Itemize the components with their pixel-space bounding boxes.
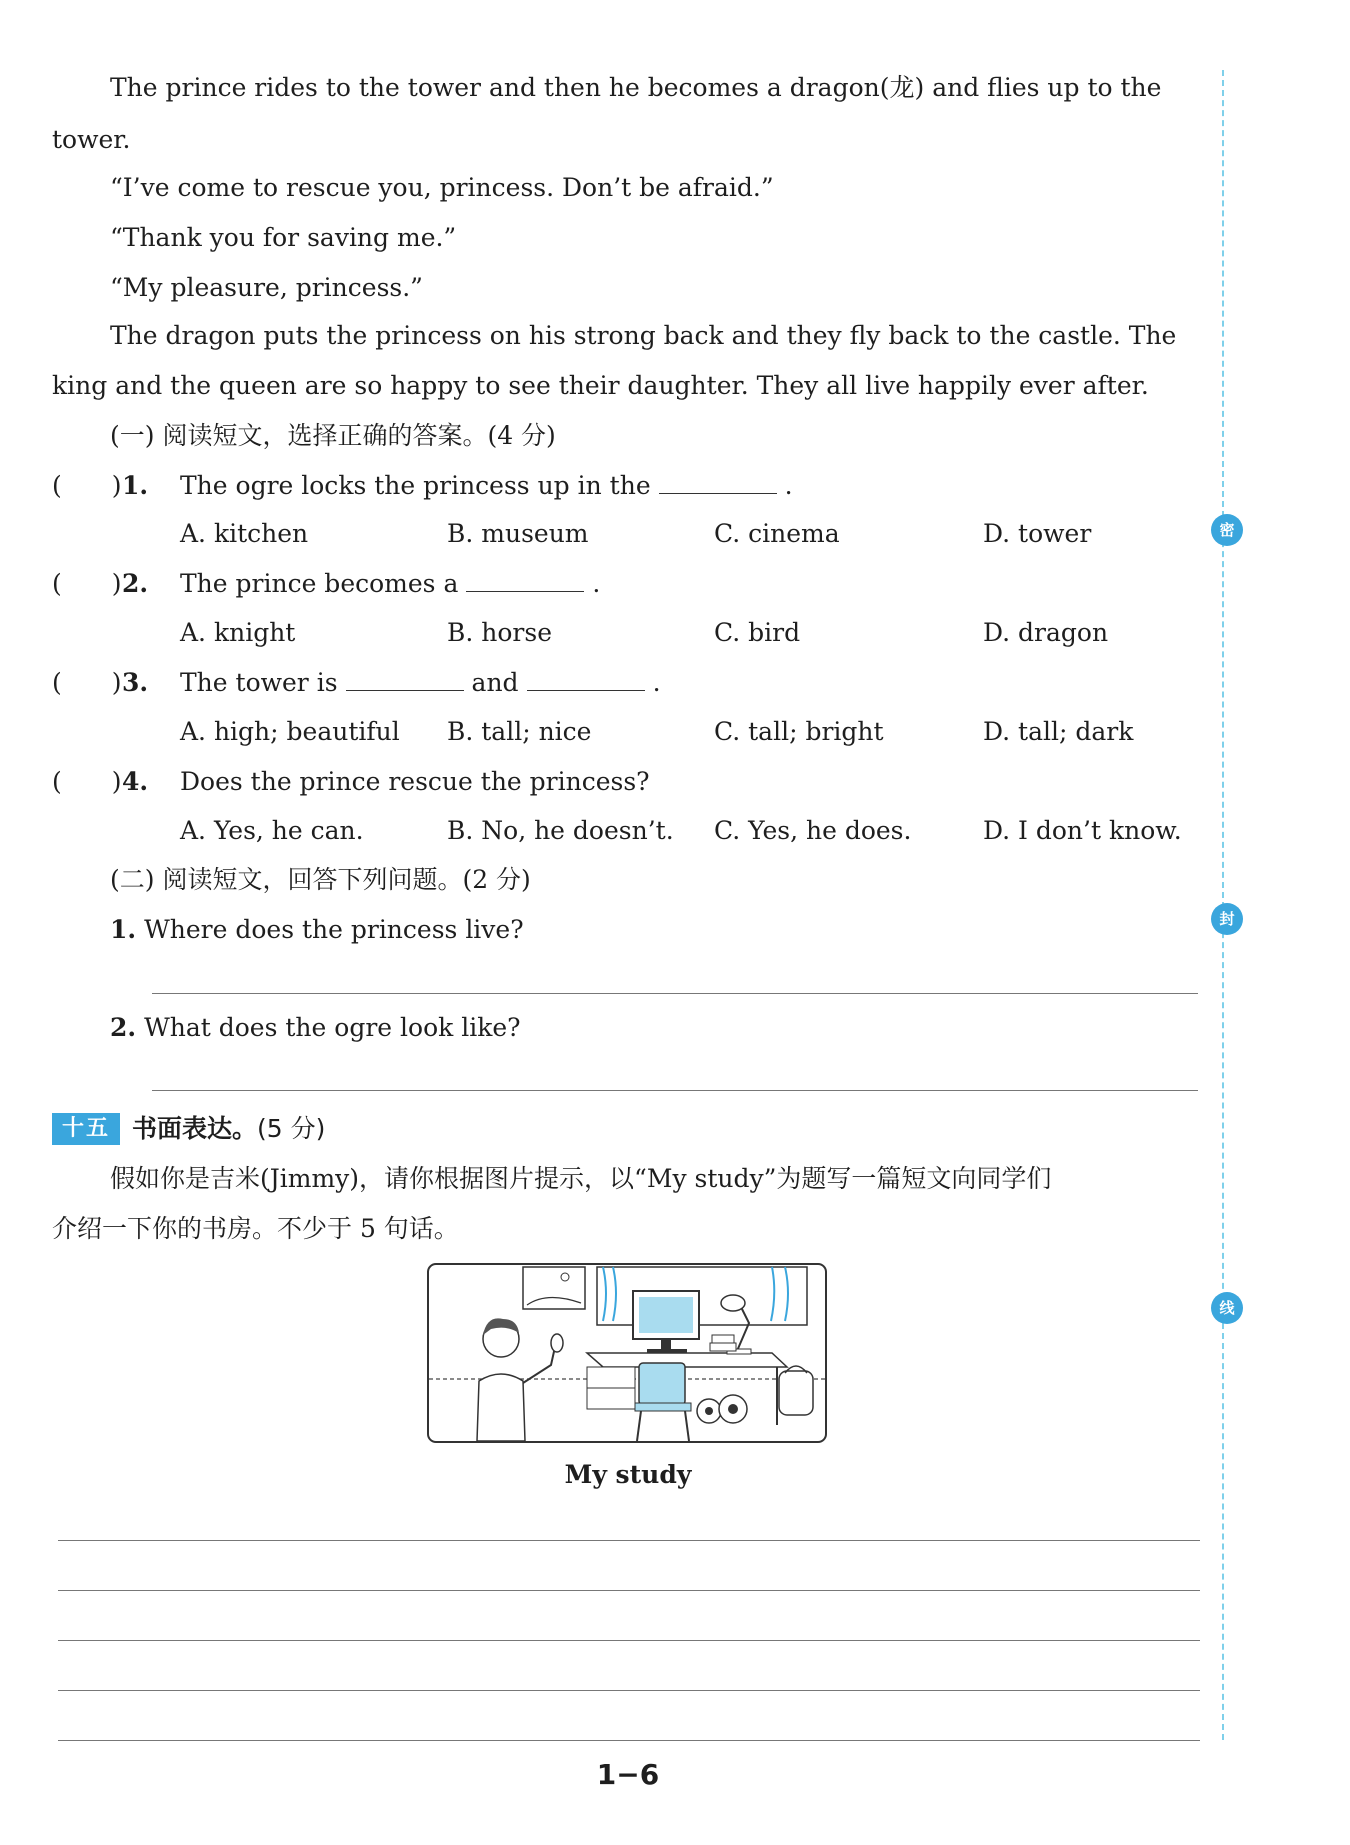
section-title: 书面表达。(5 分) bbox=[132, 1114, 326, 1143]
instruction-line: 假如你是吉米(Jimmy)，请你根据图片提示，以“My study”为题写一篇短文向同学们 bbox=[110, 1164, 1052, 1193]
option-d: D. I don’t know. bbox=[983, 816, 1182, 845]
option-d: D. tower bbox=[983, 519, 1092, 548]
question-number: 2. bbox=[110, 1013, 137, 1042]
part2-heading: (二) 阅读短文，回答下列问题。(2 分) bbox=[110, 865, 531, 894]
part2-question bbox=[110, 1012, 521, 1044]
side-mark: 封 bbox=[1211, 903, 1243, 935]
option-b: B. horse bbox=[447, 618, 552, 647]
part2-question bbox=[110, 914, 524, 946]
passage-quote: “Thank you for saving me.” bbox=[110, 223, 457, 252]
writing-line[interactable] bbox=[58, 1540, 1200, 1541]
answer-blank[interactable] bbox=[659, 471, 777, 494]
option-b: B. tall; nice bbox=[447, 717, 592, 746]
writing-line[interactable] bbox=[58, 1590, 1200, 1591]
option-a: A. Yes, he can. bbox=[180, 816, 364, 845]
passage-line: tower. bbox=[52, 125, 131, 154]
option-c: C. bird bbox=[714, 618, 801, 647]
instruction-line: 介绍一下你的书房。不少于 5 句话。 bbox=[52, 1214, 459, 1243]
answer-paren[interactable]: ( ) bbox=[52, 569, 122, 598]
option-a: A. kitchen bbox=[180, 519, 309, 548]
option-b: B. No, he doesn’t. bbox=[447, 816, 674, 845]
writing-line[interactable] bbox=[58, 1690, 1200, 1691]
option-d: D. dragon bbox=[983, 618, 1109, 647]
writing-line[interactable] bbox=[58, 1640, 1200, 1641]
option-a: A. knight bbox=[180, 618, 296, 647]
option-d: D. tall; dark bbox=[983, 717, 1134, 746]
answer-blank[interactable] bbox=[527, 668, 645, 691]
option-c: C. tall; bright bbox=[714, 717, 884, 746]
question-text: The ogre locks the princess up in the . bbox=[180, 471, 793, 500]
question-number: 1. bbox=[110, 915, 137, 944]
question-text: What does the ogre look like? bbox=[144, 1013, 521, 1042]
section-number-badge: 十五 bbox=[52, 1113, 120, 1145]
illustration-caption: My study bbox=[564, 1460, 692, 1489]
study-room-illustration bbox=[427, 1263, 827, 1443]
answer-paren[interactable]: ( ) bbox=[52, 471, 122, 500]
question-number: 4. bbox=[122, 767, 149, 796]
passage-quote: “I’ve come to rescue you, princess. Don’t be afraid.” bbox=[110, 173, 774, 202]
option-c: C. Yes, he does. bbox=[714, 816, 912, 845]
football bbox=[697, 1395, 747, 1423]
question-number: 1. bbox=[122, 471, 149, 500]
answer-paren[interactable]: ( ) bbox=[52, 668, 122, 697]
option-b: B. museum bbox=[447, 519, 589, 548]
question-text: The prince becomes a . bbox=[180, 569, 601, 598]
option-c: C. cinema bbox=[714, 519, 840, 548]
question-text: Where does the princess live? bbox=[144, 915, 524, 944]
question-text: Does the prince rescue the princess? bbox=[180, 767, 650, 796]
question-text: The tower is and . bbox=[180, 668, 661, 697]
answer-blank[interactable] bbox=[346, 668, 464, 691]
answer-line[interactable] bbox=[152, 993, 1198, 994]
question-number: 2. bbox=[122, 569, 149, 598]
option-a: A. high; beautiful bbox=[180, 717, 400, 746]
answer-blank[interactable] bbox=[466, 569, 584, 592]
answer-paren[interactable]: ( ) bbox=[52, 767, 122, 796]
answer-line[interactable] bbox=[152, 1090, 1198, 1091]
passage-quote: “My pleasure, princess.” bbox=[110, 273, 423, 302]
passage-line: The prince rides to the tower and then he becomes a dragon(龙) and flies up to the bbox=[110, 73, 1162, 102]
passage-line: king and the queen are so happy to see their daughter. They all live happily ever after. bbox=[52, 371, 1149, 400]
passage-line: The dragon puts the princess on his strong back and they fly back to the castle. The bbox=[110, 321, 1177, 350]
side-mark: 密 bbox=[1211, 514, 1243, 546]
question-number: 3. bbox=[122, 668, 149, 697]
side-mark: 线 bbox=[1211, 1292, 1243, 1324]
page-number: 1−6 bbox=[596, 1758, 660, 1791]
part1-heading: (一) 阅读短文，选择正确的答案。(4 分) bbox=[110, 421, 556, 450]
writing-line[interactable] bbox=[58, 1740, 1200, 1741]
backpack bbox=[779, 1366, 813, 1415]
